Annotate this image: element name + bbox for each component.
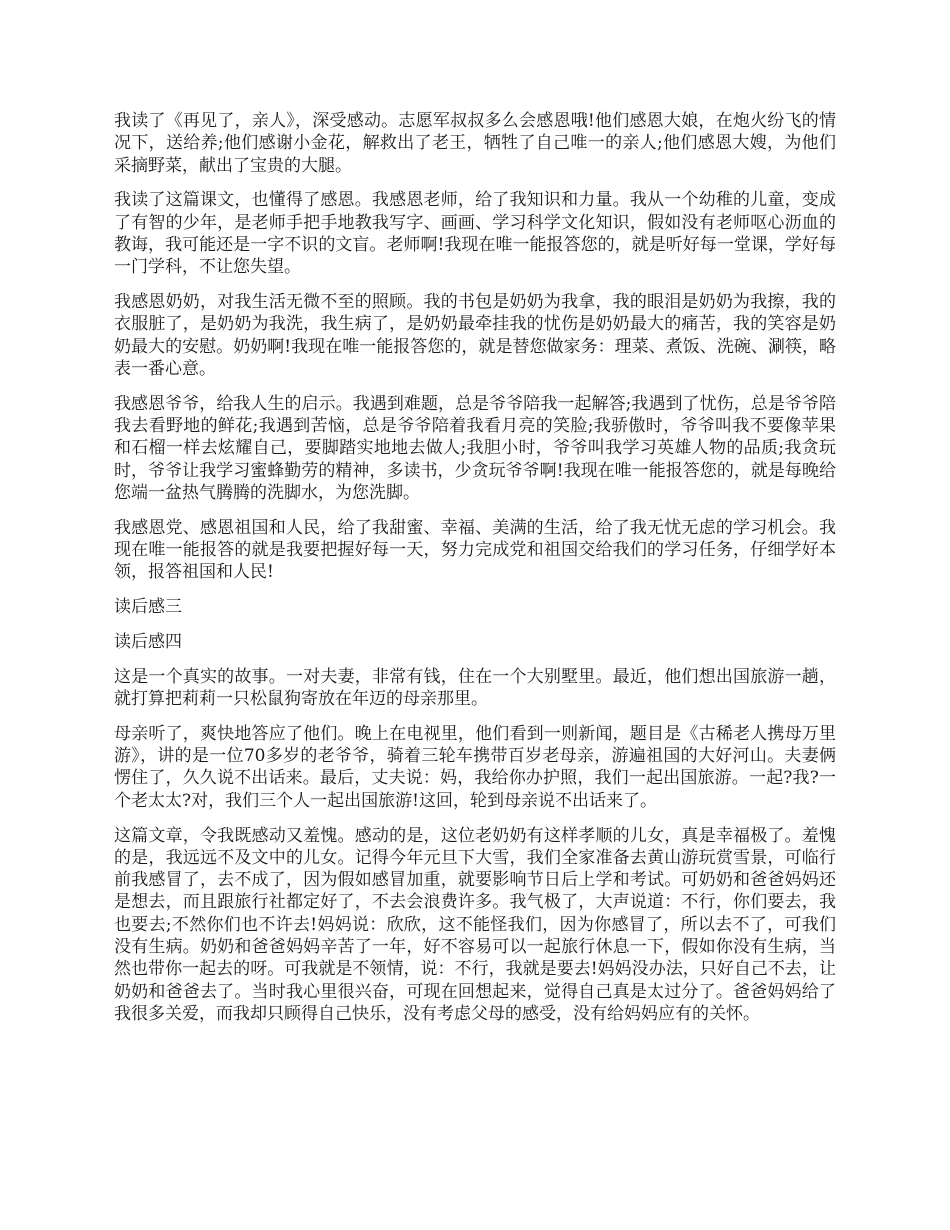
document-body (114, 110, 836, 1038)
section-heading-3: 读后感三 (114, 597, 182, 618)
paragraph-8: 这篇文章，令我既感动又羞愧。感动的是，这位老奶奶有这样孝顺的儿女，真是幸福极了。羞愧的是，我远远不及文中的儿女。记得今年元旦下大雪，我们全家准备去黄山游玩赏雪景，可临行前我感冒了，去不成了，因为假如感冒加重，就要影响节日后上学和考试。可奶奶和爸爸妈妈还是想去，而且跟旅行社都定好了，不去会浪费许多。我气极了，大声说道：不行，你们要去，我也要去;不然你们也不许去!妈妈说：欣欣，这不能怪我们，因为你感冒了，所以去不了，可我们没有生病。奶奶和爸爸妈妈辛苦了一年，好不容易可以一起旅行休息一下，假如你没有生病，当然也带你一起去的呀。可我就是不领情，说：不行，我就是要去!妈妈没办法，只好自己不去，让奶奶和爸爸去了。当时我心里很兴奋，可现在回想起来，觉得自己真是太过分了。爸爸妈妈给了我很多关爱，而我却只顾得自己快乐，没有考虑父母的感受，没有给妈妈应有的关怀。 (114, 825, 836, 1024)
paragraph-1: 我读了《再见了，亲人》，深受感动。志愿军叔叔多么会感恩哦!他们感恩大娘，在炮火纷飞的情况下，送给养;他们感谢小金花，解救出了老王，牺牲了自己唯一的亲人;他们感恩大嫂，为他们采摘野菜，献出了宝贵的大腿。 (114, 111, 836, 176)
paragraph-6: 这是一个真实的故事。一对夫妻，非常有钱，住在一个大别墅里。最近，他们想出国旅游一趟，就打算把莉莉一只松鼠狗寄放在年迈的母亲那里。 (114, 666, 836, 710)
paragraph-3: 我感恩奶奶，对我生活无微不至的照顾。我的书包是奶奶为我拿，我的眼泪是奶奶为我擦，我的衣服脏了，是奶奶为我洗，我生病了，是奶奶最牵挂我的忧伤是奶奶最大的痛苦，我的笑容是奶奶最大的安慰。奶奶啊!我现在唯一能报答您的，就是替您做家务：理菜、煮饭、洗碗、涮筷，略表一番心意。 (114, 292, 836, 379)
paragraph-7: 母亲听了，爽快地答应了他们。晚上在电视里，他们看到一则新闻，题目是《古稀老人携母万里游》，讲的是一位70多岁的老爷爷，骑着三轮车携带百岁老母亲，游遍祖国的大好河山。夫妻俩愣住了，久久说不出话来。最后，丈夫说：妈，我给你办护照，我们一起出国旅游。一起?我?一个老太太?对，我们三个人一起出国旅游!这回，轮到母亲说不出话来了。 (114, 723, 836, 811)
paragraph-5: 我感恩党、感恩祖国和人民，给了我甜蜜、幸福、美满的生活，给了我无忧无虑的学习机会。我现在唯一能报答的就是我要把握好每一天，努力完成党和祖国交给我们的学习任务，仔细学好本领，报答祖国和人民! (114, 517, 836, 583)
paragraph-4: 我感恩爷爷，给我人生的启示。我遇到难题，总是爷爷陪我一起解答;我遇到了忧伤，总是爷爷陪我去看野地的鲜花;我遇到苦恼，总是爷爷陪着我看月亮的笑脸;我骄傲时，爷爷叫我不要像苹果和石榴一样去炫耀自己，要脚踏实地地去做人;我胆小时，爷爷叫我学习英雄人物的品质;我贪玩时，爷爷让我学习蜜蜂勤劳的精神，多读书，少贪玩爷爷啊!我现在唯一能报答您的，就是每晚给您端一盆热气腾腾的洗脚水，为您洗脚。 (114, 393, 836, 503)
section-heading-4: 读后感四 (114, 631, 182, 652)
paragraph-2: 我读了这篇课文，也懂得了感恩。我感恩老师，给了我知识和力量。我从一个幼稚的儿童，变成了有智的少年，是老师手把手地教我写字、画画、学习科学文化知识，假如没有老师呕心沥血的教诲，我可能还是一字不识的文盲。老师啊!我现在唯一能报答您的，就是听好每一堂课，学好每一门学科，不让您失望。 (114, 190, 836, 278)
